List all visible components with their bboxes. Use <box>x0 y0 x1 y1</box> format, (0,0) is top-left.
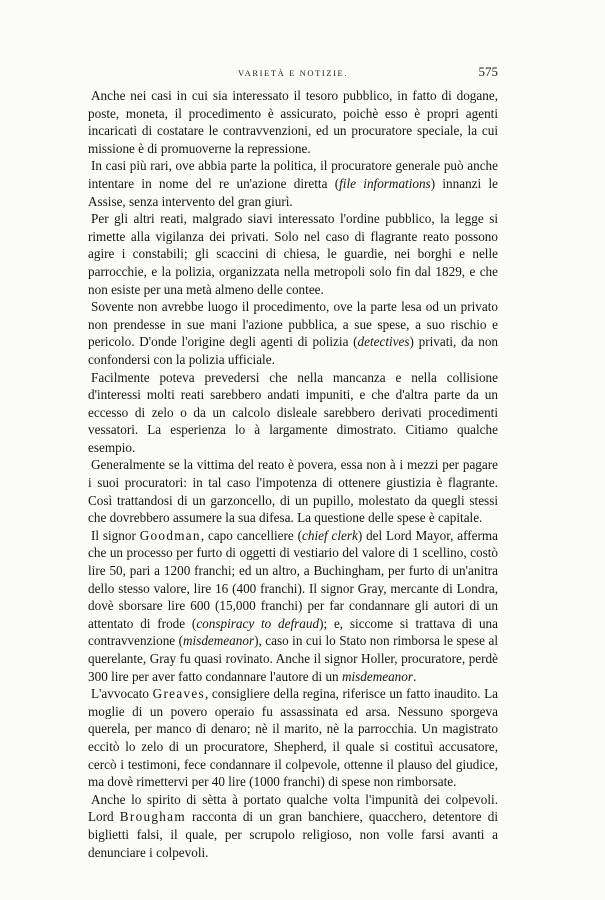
italic-term: chief clerk <box>302 527 358 543</box>
text-run: ); e, siccome si trattava di una contravvenzione ( <box>88 615 498 649</box>
spaced-name: Brougham <box>119 809 186 825</box>
paragraph <box>88 527 498 685</box>
text-run: ), caso in cui lo Stato non rimborsa le spese al querelante, Gray fu quasi rovinato. Anche il signor Holler, procuratore, perdè 300 lire per aver fatto condannare l'autore di un <box>88 633 498 684</box>
text-run: Anche lo spirito di sètta à portato qualche volta l'impunità dei colpevoli. Lord <box>88 791 498 825</box>
page-number: 575 <box>478 64 498 79</box>
paragraph <box>88 369 498 457</box>
spaced-name: Greaves <box>152 686 205 702</box>
paragraph <box>88 685 498 791</box>
italic-term: conspiracy to defraud <box>196 615 320 631</box>
paragraph <box>88 210 498 298</box>
text-run: racconta di un gran banchiere, quacchero, detentore di biglietti falsi, il quale, per scrupolo religioso, non volle farsi avanti a denunciare i colpevoli. <box>88 809 498 860</box>
body-text <box>88 87 498 861</box>
text-run: Per gli altri reati, malgrado siavi interessato l'ordine pubblico, la legge si rimette alla vigilanza dei privati. Solo nel caso di flagrante reato possono agire i constabili; gli scaccini di chiesa, le guardie, nei borghi e nelle parrocchie, e la polizia, organizzata nella metropoli solo fin dal 1829, e che non esiste per una metà almeno delle contee. <box>88 211 498 297</box>
spaced-name: Goodman <box>139 527 201 543</box>
text-run: , consigliere della regina, riferisce un fatto inaudito. La moglie di un povero operaio fu assassinata ed arsa. Nessuno sporgeva querela, per manco di denaro; nè il marito, nè la parrocchia. Un magistrato eccitò lo zelo di un procuratore, Shepherd, il quale si costituì accusatore, cercò i testimoni, fece condannare il colpevole, ottenne il plauso del giudice, ma dovè rimettervi per 40 lire (1000 franchi) di spese non rimborsate. <box>88 686 498 790</box>
paragraph <box>88 298 498 368</box>
text-run: Anche nei casi in cui sia interessato il tesoro pubblico, in fatto di dogane, poste, moneta, il procedimento è assicurato, poichè esso è propri agenti incaricati di costatare le contravvenzioni, ed un procuratore speciale, la cui missione è di promuoverne la repressione. <box>88 88 498 156</box>
text-run: Generalmente se la vittima del reato è povera, essa non à i mezzi per pagare i suoi procuratori: in tal caso l'impotenza di ottenere giustizia è flagrante. Così trattandosi di un garzoncello, di un pupillo, molestato da quegli stessi che dovrebbero assumere la sua difesa. La questione delle spese è capitale. <box>88 457 498 526</box>
text-run: , capo cancelliere ( <box>200 527 303 543</box>
paragraph <box>88 456 498 526</box>
text-run: Sovente non avrebbe luogo il procedimento, ove la parte lesa od un privato non prendesse in sue mani l'azione pubblica, a sue spese, a suo rischio e pericolo. D'onde l'origine degli agenti di polizia ( <box>88 299 498 350</box>
text-run: L'avvocato <box>91 686 153 702</box>
italic-term: misdemeanor <box>341 668 413 684</box>
text-run: ) privati, da non confondersi con la polizia ufficiale. <box>88 334 499 367</box>
italic-term: file informations <box>339 175 431 191</box>
text-run: In casi più rari, ove abbia parte la politica, il procuratore generale può anche intentare in nome del re un'azione diretta ( <box>88 158 498 191</box>
text-run: . <box>413 668 417 684</box>
italic-term: detectives <box>357 334 410 350</box>
text-run: ) del Lord Mayor, afferma che un processo per furto di oggetti di vestiario del valore di 1 scellino, costò lire 50, pari a 1200 franchi; ed un altro, a Buchingham, per furto di un'anitra dello stesso valore, lire 16 (400 franchi). Il signor Gray, mercante di Londra, dovè sborsare lire 600 (15,000 franchi) per far condannare gli autori di un attentato di frode ( <box>88 527 498 631</box>
text-run: Facilmente poteva prevedersi che nella mancanza e nella collisione d'interessi molti reati sarebbero andati impuniti, e che d'altra parte da un eccesso di zelo o da un calcolo disleale sarebbero derivati procedimenti vessatori. La esperienza lo à largamente dimostrato. Citiamo qualche esempio. <box>88 369 498 455</box>
page-header <box>88 62 498 82</box>
paragraph <box>88 87 498 157</box>
paragraph <box>88 791 498 861</box>
text-run: Il signor <box>91 527 140 543</box>
running-head: VARIETÀ E NOTIZIE. <box>237 68 349 78</box>
text-run: ) innanzi le Assise, senza intervento del gran giurì. <box>88 175 499 209</box>
paragraph <box>88 157 498 210</box>
italic-term: misdemeanor <box>183 633 255 649</box>
